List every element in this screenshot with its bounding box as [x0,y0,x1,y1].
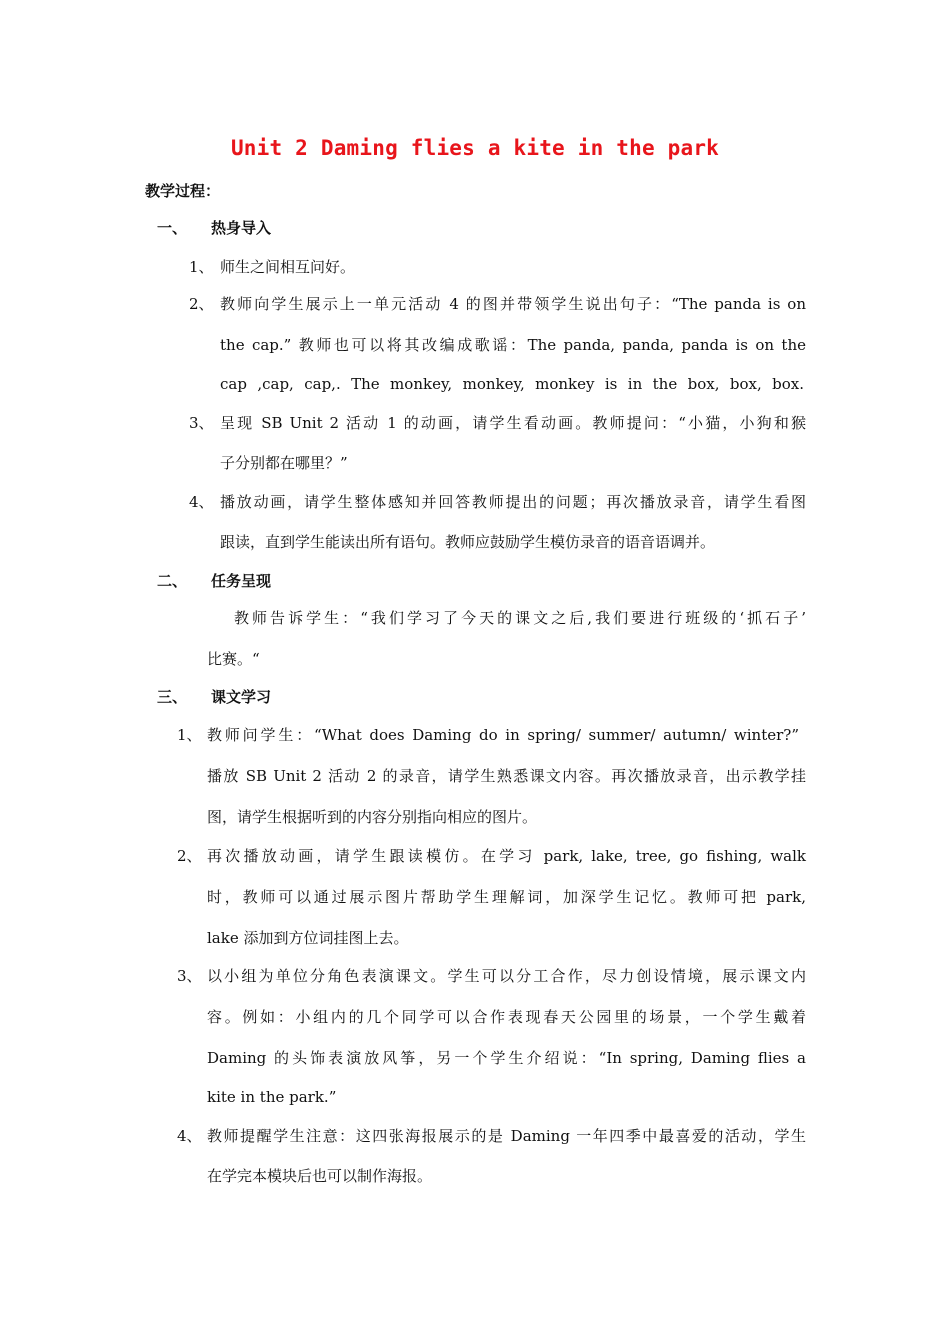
s3-item-3-line-1: 以小组为单位分角色表演课文。学生可以分工合作，尽力创设情境，展示课文内 [207,967,806,985]
section-3-heading: 课文学习 [211,688,272,706]
s3-item-2-line-3: lake 添加到方位词挂图上去。 [207,929,409,947]
s1-item-3-line-1: 呈现 SB Unit 2 活动 1 的动画，请学生看动画。教师提问：“小猫，小狗和猴 [220,414,806,432]
s3-item-4-line-2: 在学完本模块后也可以制作海报。 [207,1167,433,1185]
s3-item-2-line-2: 时，教师可以通过展示图片帮助学生理解词，加深学生记忆。教师可把 park, [207,888,806,906]
s1-item-3-number: 3、 [189,414,214,432]
s3-item-3-line-2: 容。例如：小组内的几个同学可以合作表现春天公园里的场景，一个学生戴着 [207,1008,806,1026]
s3-item-3-line-4: kite in the park.” [207,1088,337,1106]
s1-item-2-line-3: cap ,cap, cap,. The monkey, monkey, monkey is in the box, box, box. [220,375,804,393]
s3-item-2-number: 2、 [177,847,202,865]
section-2-heading: 任务呈现 [211,572,272,590]
s3-item-1-line-1: 教师问学生：“What does Daming do in spring/ summer/ autumn/ winter?” [207,726,799,744]
s1-item-4-line-1: 播放动画，请学生整体感知并回答教师提出的问题；再次播放录音，请学生看图 [220,493,806,511]
s3-item-4-line-1: 教师提醒学生注意：这四张海报展示的是 Daming 一年四季中最喜爱的活动，学生 [207,1127,806,1145]
s1-item-2-line-1: 教师向学生展示上一单元活动 4 的图并带领学生说出句子：“The panda is on [220,295,806,313]
section-3-number: 三、 [157,688,188,706]
s1-item-1-number: 1、 [189,258,214,276]
s1-item-1-line-1: 师生之间相互问好。 [220,258,356,276]
document-title: Unit 2 Daming flies a kite in the park [230,136,720,160]
s3-item-4-number: 4、 [177,1127,202,1145]
s3-item-1-line-2: 播放 SB Unit 2 活动 2 的录音，请学生熟悉课文内容。再次播放录音，出示教学挂 [207,767,806,785]
section-2-number: 二、 [157,572,188,590]
s1-item-2-line-2: the cap.” 教师也可以将其改编成歌谣：The panda, panda, panda is on the [220,336,806,354]
s3-item-2-line-1: 再次播放动画，请学生跟读模仿。在学习 park, lake, tree, go fishing, walk [207,847,806,865]
s1-item-3-line-2: 子分别都在哪里？” [220,454,348,472]
s3-item-1-line-3: 图，请学生根据听到的内容分别指向相应的图片。 [207,808,538,826]
process-label: 教学过程： [145,182,221,200]
section-1-number: 一、 [157,219,188,237]
s1-item-4-line-2: 跟读，直到学生能读出所有语句。教师应鼓励学生模仿录音的语音语调并。 [220,533,716,551]
s3-item-1-number: 1、 [177,726,202,744]
s3-item-3-number: 3、 [177,967,202,985]
s3-item-3-line-3: Daming 的头饰表演放风筝，另一个学生介绍说：“In spring, Daming flies a [207,1049,806,1067]
s1-item-2-number: 2、 [189,295,214,313]
s1-item-4-number: 4、 [189,493,214,511]
section-1-heading: 热身导入 [211,219,272,237]
s2-paragraph-line-2: 比赛。“ [207,650,260,668]
s2-paragraph-line-1: 教师告诉学生：“我们学习了今天的课文之后,我们要进行班级的‘抓石子’ [234,609,806,627]
